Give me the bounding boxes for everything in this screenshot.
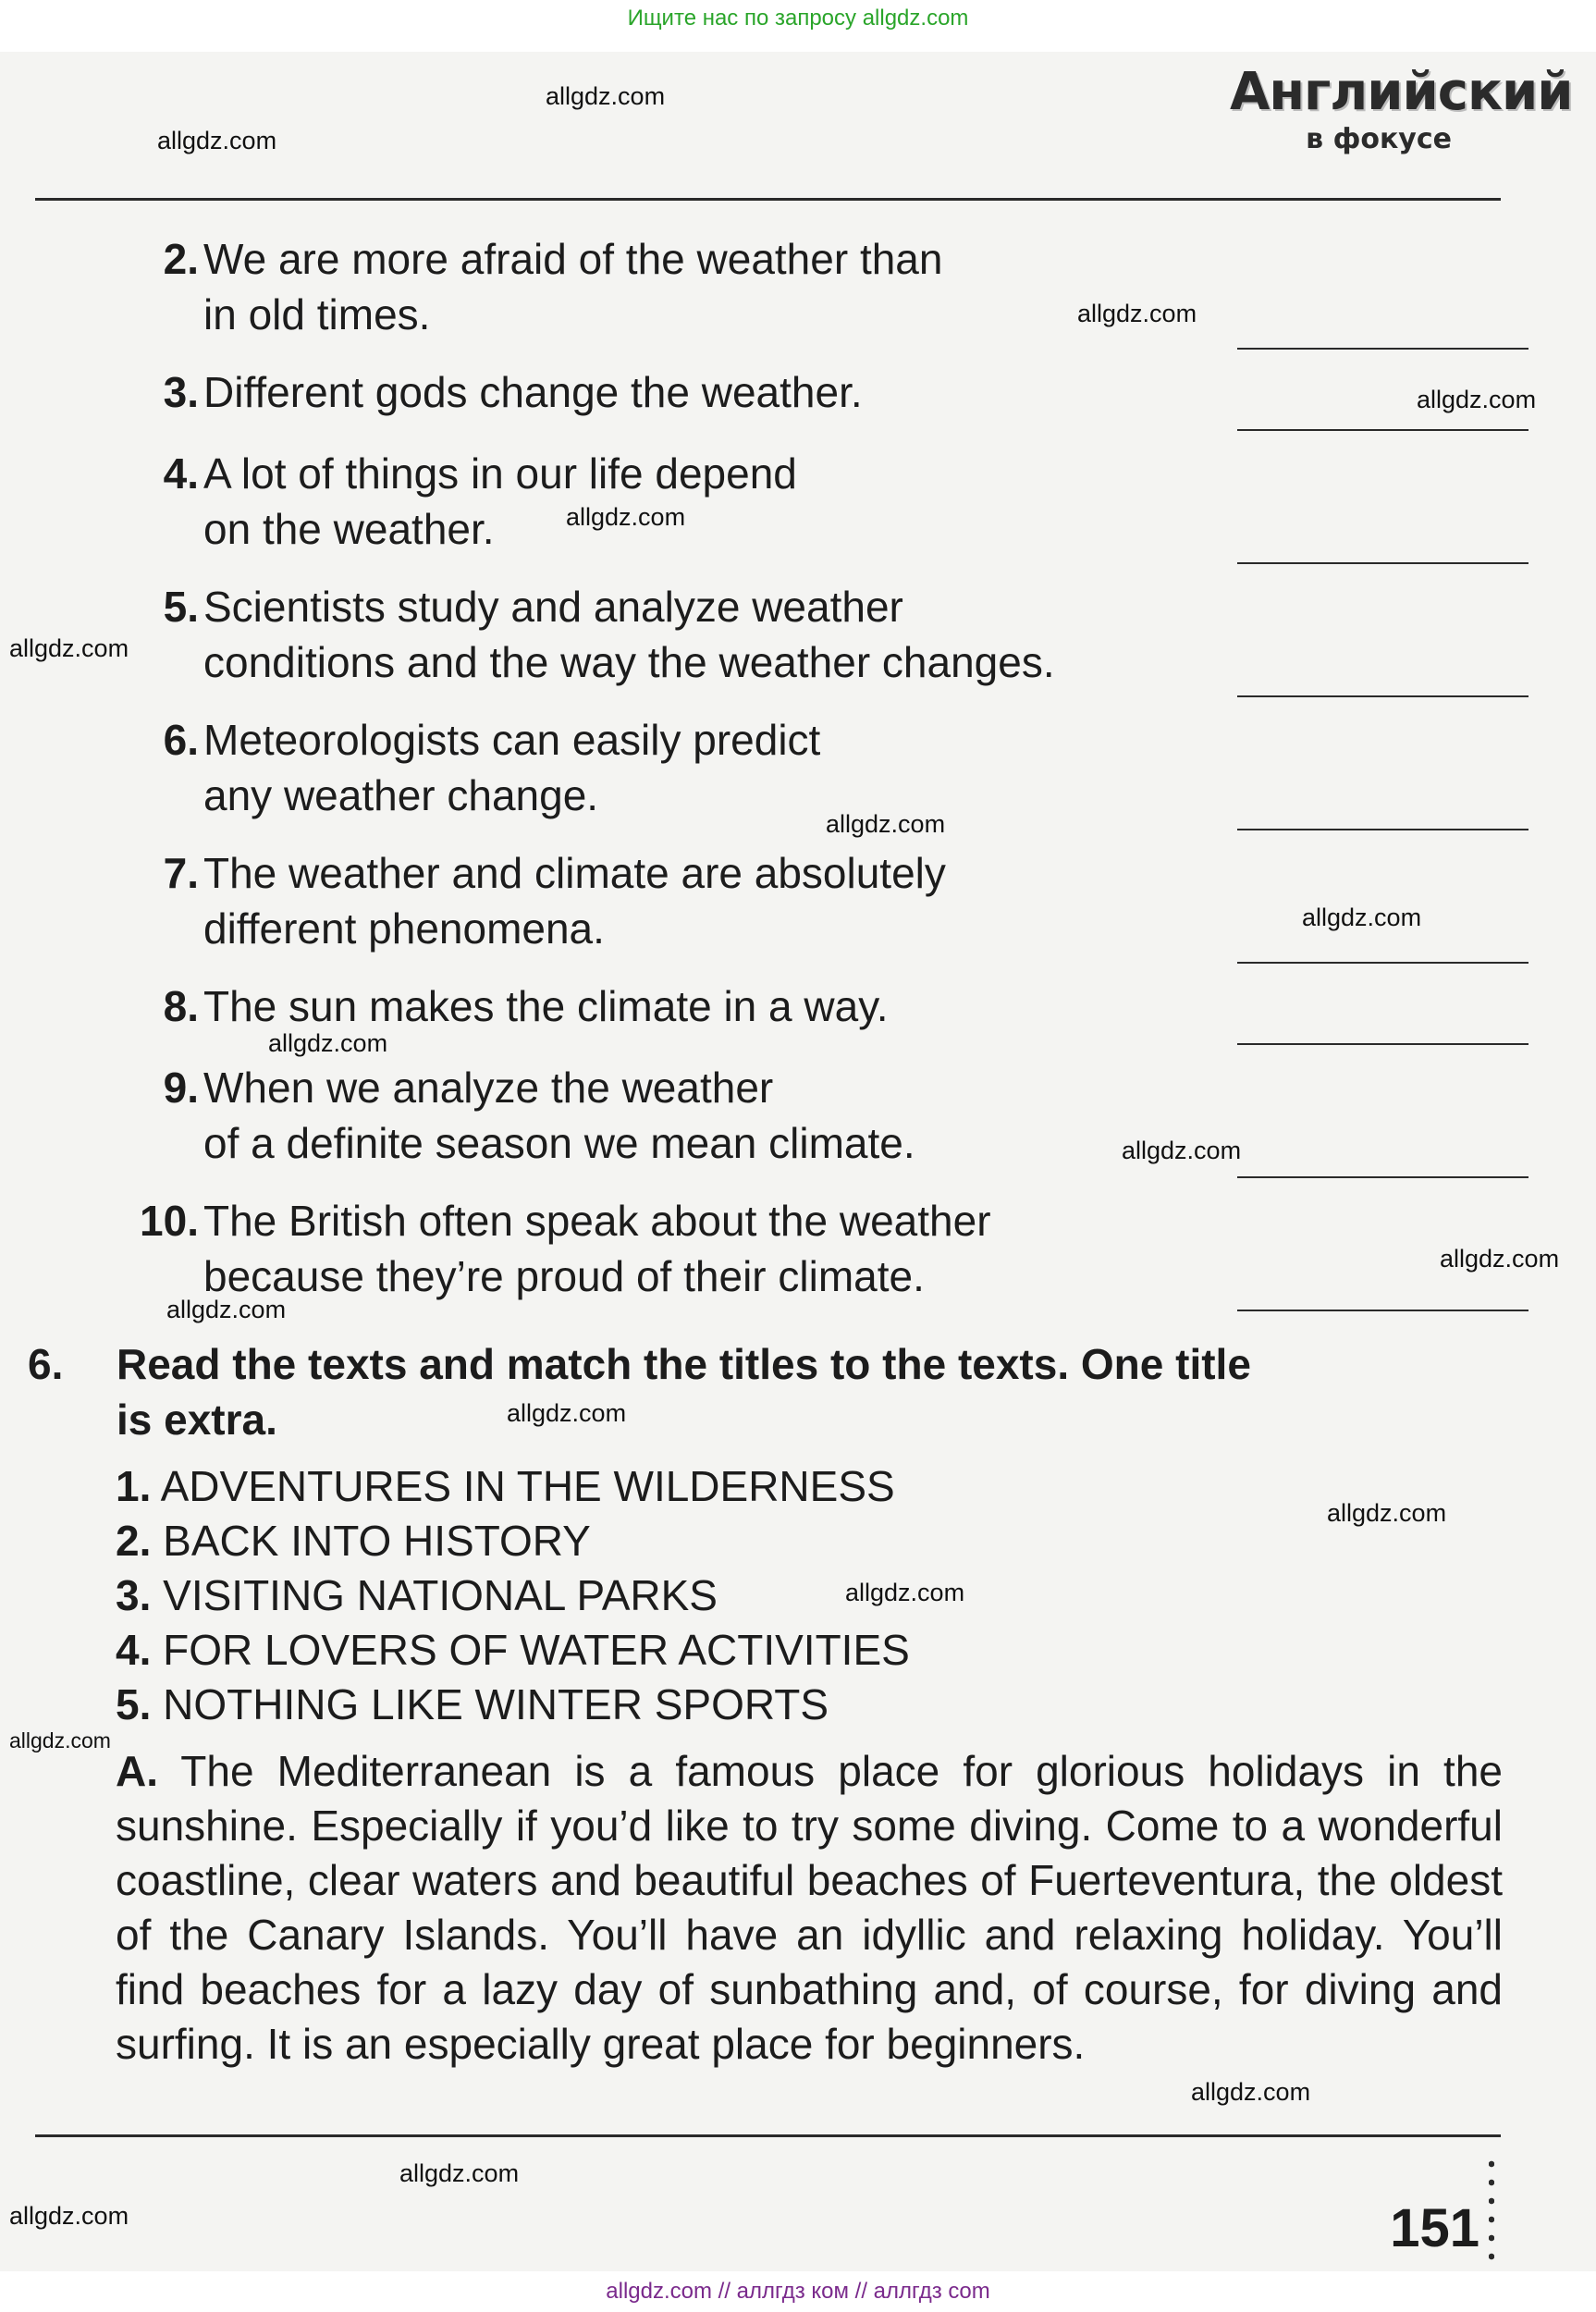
statement-item [28, 579, 1507, 712]
title-item [116, 1514, 1225, 1568]
statement-item [28, 1060, 1507, 1193]
text-a [116, 1744, 1503, 2072]
watermark: allgdz.com [1077, 300, 1197, 327]
title-number: 1. [116, 1462, 152, 1510]
textbook-logo [1230, 60, 1573, 185]
statement-line: because they’re proud of their climate. [203, 1252, 925, 1300]
statement-line: in old times. [203, 290, 431, 338]
statement-line: When we analyze the weather [203, 1064, 774, 1112]
statement-text [203, 978, 1221, 1034]
statement-text [203, 845, 1221, 956]
logo-subtitle: в фокусе [1306, 123, 1452, 155]
title-text: NOTHING LIKE WINTER SPORTS [163, 1680, 829, 1728]
watermark: allgdz.com [1327, 1499, 1447, 1527]
watermark: allgdz.com [399, 2159, 520, 2187]
statement-number: 8. [163, 982, 199, 1030]
answer-blank [1237, 1043, 1528, 1045]
title-text: BACK INTO HISTORY [163, 1517, 591, 1565]
answer-blank [1237, 562, 1528, 564]
statement-text [203, 446, 1221, 557]
answer-blank [1237, 1310, 1528, 1311]
title-item [116, 1568, 1225, 1623]
statement-number: 6. [163, 716, 199, 764]
title-list [116, 1459, 1225, 1732]
title-number: 2. [116, 1517, 152, 1565]
watermark: allgdz.com [1417, 386, 1537, 413]
watermark: allgdz.com [9, 2202, 129, 2230]
title-text: VISITING NATIONAL PARKS [163, 1571, 718, 1619]
statement-text [203, 1193, 1221, 1304]
statement-number: 2. [163, 235, 199, 283]
task-text [117, 1336, 1504, 1447]
statement-number: 9. [163, 1064, 199, 1112]
title-item [116, 1623, 1225, 1678]
statement-number: 3. [163, 368, 199, 416]
watermark: allgdz.com [1440, 1245, 1560, 1273]
title-number: 3. [116, 1571, 152, 1619]
title-number: 5. [116, 1680, 152, 1728]
watermark: allgdz.com [9, 634, 129, 662]
dotted-edge [1489, 2155, 1494, 2266]
statement-item [28, 712, 1507, 845]
watermark: allgdz.com [826, 810, 946, 838]
statement-number: 5. [163, 583, 199, 631]
logo-title: Английский [1230, 62, 1573, 122]
statement-number: 7. [163, 849, 199, 897]
statement-item [28, 364, 1507, 446]
watermark: allgdz.com [507, 1399, 627, 1427]
statement-line: We are more afraid of the weather than [203, 235, 943, 283]
statement-item [28, 978, 1507, 1060]
task-line: is extra. [117, 1396, 277, 1444]
watermark: allgdz.com [1302, 904, 1422, 931]
statement-line: different phenomena. [203, 904, 605, 953]
text-a-body: The Mediterranean is a famous place for glorious holidays in the sunshine. Especially if you’d like to try some diving. Come to a wonderful coastline, clear waters and beautiful beaches of Fuerteventura, the oldest of the Canary Islands. You’ll have an idyllic and relaxing holiday. You’ll find beaches for a lazy day of sunbathing and, of course, for diving and surfing. It is an especially great place for beginners. [116, 1747, 1503, 2068]
statement-text [203, 579, 1221, 690]
bottom-rule [35, 2134, 1501, 2137]
statement-line: The sun makes the climate in a way. [203, 982, 889, 1030]
watermark: allgdz.com [268, 1029, 388, 1057]
statement-list [28, 231, 1507, 1326]
title-item [116, 1459, 1225, 1514]
statement-number: 4. [163, 449, 199, 498]
watermark: allgdz.com [166, 1296, 287, 1323]
watermark: allgdz.com [546, 82, 666, 110]
watermark: allgdz.com [845, 1579, 965, 1606]
answer-blank [1237, 1176, 1528, 1178]
title-text: ADVENTURES IN THE WILDERNESS [160, 1462, 895, 1510]
statement-text [203, 1060, 1221, 1171]
footer-links[interactable]: allgdz.com // аллгдз ком // аллгдз com [606, 2279, 990, 2304]
statement-line: Scientists study and analyze weather [203, 583, 903, 631]
statement-line: on the weather. [203, 505, 495, 553]
answer-blank [1237, 829, 1528, 830]
watermark: allgdz.com [9, 1728, 111, 1752]
text-a-label: A. [116, 1747, 158, 1795]
statement-item [28, 446, 1507, 579]
statement-item [28, 845, 1507, 978]
page-number: 151 [1390, 2198, 1479, 2258]
answer-blank [1237, 695, 1528, 697]
statement-line: Different gods change the weather. [203, 368, 863, 416]
title-text: FOR LOVERS OF WATER ACTIVITIES [163, 1626, 910, 1674]
statement-line: Meteorologists can easily predict [203, 716, 821, 764]
statement-item [28, 231, 1507, 364]
statement-line: of a definite season we mean climate. [203, 1119, 915, 1167]
title-number: 4. [116, 1626, 152, 1674]
statement-line: any weather change. [203, 771, 599, 819]
task-number: 6. [28, 1340, 64, 1388]
statement-line: The British often speak about the weather [203, 1197, 991, 1245]
statement-line: A lot of things in our life depend [203, 449, 797, 498]
watermark: allgdz.com [566, 503, 686, 531]
statement-text [203, 364, 1221, 420]
watermark: allgdz.com [1122, 1137, 1242, 1164]
top-rule [35, 198, 1501, 201]
watermark: allgdz.com [157, 127, 277, 154]
statement-text [203, 712, 1221, 823]
answer-blank [1237, 348, 1528, 350]
task-line: Read the texts and match the titles to the texts. One title [117, 1340, 1251, 1388]
statement-number: 10. [140, 1197, 199, 1245]
answer-blank [1237, 962, 1528, 964]
top-banner[interactable]: Ищите нас по запросу allgdz.com [627, 6, 969, 31]
watermark: allgdz.com [1191, 2078, 1311, 2106]
statement-line: conditions and the way the weather changes. [203, 638, 1055, 686]
statement-text [203, 231, 1221, 342]
statement-line: The weather and climate are absolutely [203, 849, 946, 897]
title-item [116, 1678, 1225, 1732]
answer-blank [1237, 429, 1528, 431]
